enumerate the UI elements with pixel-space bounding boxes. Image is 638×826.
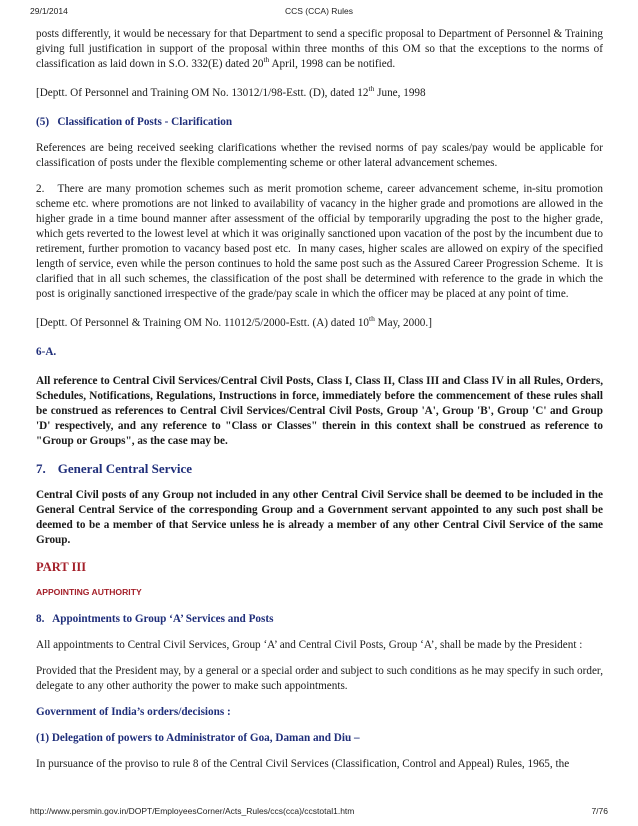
section-5-paragraph-2: 2. There are many promotion schemes such as merit promotion scheme, career advancement scheme, in-situ promotion scheme etc. where promotions are not linked to availability of vacancy in the higher grade and promotions are allowed in the higher grade in a time bound manner after assessment of the official by temporarily upgrading the post to the higher grade, which gets reverted to the lowest level at which it was originally sanctioned upon vacation of the post by the incumbent due to retirement, further promotion to vacancy based post etc. In many cases, higher scales are allowed on expiry of the specified length of service, even while the person continues to hold the same post such as the Assured Career Progression Scheme. It is clarified that in all such schemes, the classification of the post shall be determined with reference to the grade in which the post is originally sanctioned irrespective of the grade/pay scale in which the officer may be placed at any point of time. [36, 183, 606, 300]
section-6a-heading: 6-A. [36, 346, 57, 358]
goi-orders-heading: Government of India’s orders/decisions : [36, 706, 231, 718]
section-7-paragraph: Central Civil posts of any Group not included in any other Central Civil Service shall be deemed to be included in the General Central Service of the corresponding Group and a Government servant appointed to any such post shall be deemed to be a member of that Service unless he is already a member of any other Central Civil Service of the same Group. [36, 489, 603, 546]
part-iii-heading: PART III [36, 560, 87, 574]
section-7-heading: 7. General Central Service [36, 461, 193, 476]
document-body [36, 27, 606, 772]
print-date: 29/1/2014 [30, 6, 68, 16]
section-5-paragraph-1: References are being received seeking clarifications whether the revised norms of pay scales/pay would be applicable for classification of posts under the flexible complementing scheme or other lateral advancement schemes. [36, 142, 603, 169]
source-url[interactable]: http://www.persmin.gov.in/DOPT/EmployeesCorner/Acts_Rules/ccs(cca)/ccstotal1.htm [30, 806, 355, 816]
goa-delegation-heading: (1) Delegation of powers to Administrator of Goa, Daman and Diu – [36, 732, 360, 744]
reference-note-1: [Deptt. Of Personnel and Training OM No. 13012/1/98-Estt. (D), dated 12th June, 1998 [36, 84, 426, 99]
section-5-heading: (5) Classification of Posts - Clarification [36, 116, 233, 128]
section-6a-paragraph: All reference to Central Civil Services/Central Civil Posts, Class I, Class II, Class III and Class IV in all Rules, Orders, Schedules, Notifications, Regulations, Instructions in force, immediately before the commencement of these rules shall be construed as references to Central Civil Services/Central Civil Posts, Group 'A', Group 'B', Group 'C' and Group 'D' respectively, and any reference to "Class or Classes" therein in this context shall be construed as reference to "Group or Groups", as the case may be. [36, 375, 603, 447]
intro-paragraph: posts differently, it would be necessary for that Department to send a specific proposal to Department of Personnel & Training giving full justification in support of the proposal within three months of this OM so that the exceptions to the norms of classification as laid down in S.O. 332(E) dated 20th April, 1998 can be notified. [36, 28, 603, 70]
page-number: 7/76 [591, 806, 608, 816]
reference-note-2: [Deptt. Of Personnel & Training OM No. 11012/5/2000-Estt. (A) dated 10th May, 2000.] [36, 314, 432, 329]
appointing-authority-heading: APPOINTING AUTHORITY [36, 587, 142, 597]
goa-paragraph: In pursuance of the proviso to rule 8 of the Central Civil Services (Classification, Control and Appeal) Rules, 1965, the [36, 758, 570, 770]
section-8-paragraph-1: All appointments to Central Civil Services, Group ‘A’ and Central Civil Posts, Group ‘A’, shall be made by the President : [36, 639, 583, 651]
section-8-paragraph-2: Provided that the President may, by a general or a special order and subject to such conditions as he may specify in such order, delegate to any other authority the power to make such appointments. [36, 665, 603, 692]
document-title: CCS (CCA) Rules [284, 6, 353, 16]
section-8-heading: 8. Appointments to Group ‘A’ Services and Posts [36, 613, 274, 625]
